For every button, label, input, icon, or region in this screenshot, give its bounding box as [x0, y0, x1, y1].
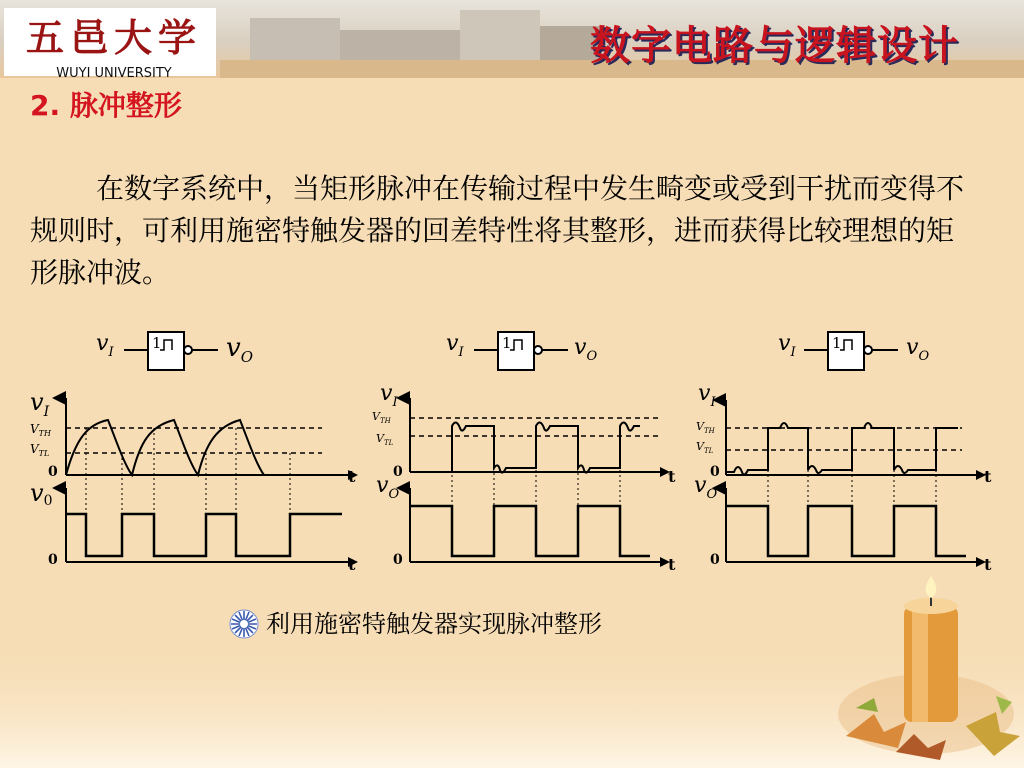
panel-b-input-wave [410, 422, 640, 472]
svg-text:vO [906, 335, 929, 364]
panel-b-input-zero: 0 [393, 464, 403, 480]
waveform-diagram [0, 320, 1024, 590]
panel-a-crossing-dotted-lines [86, 428, 290, 556]
panel-a-threshold-lines [66, 428, 322, 453]
svg-text:vI [698, 381, 716, 410]
panel-b-vi-label: v [380, 381, 393, 406]
panel-b-vi-sub: I [392, 395, 398, 410]
svg-text:VTL [30, 442, 49, 458]
gate-a-output-sub: O [240, 348, 254, 366]
gate-b-label: 1 [502, 334, 512, 352]
starburst-bullet-icon [228, 608, 260, 640]
panel-c-vth-sub: TH [703, 427, 715, 435]
panel-a-output-t: t [348, 555, 356, 574]
panel-a-output-wave [66, 514, 342, 556]
svg-text:vO [226, 333, 253, 366]
gate-a-input-sub: I [108, 345, 114, 360]
svg-text:VTH [30, 422, 52, 438]
panel-a-vth-sub: TH [38, 429, 51, 438]
svg-text:VTH [372, 410, 392, 425]
panel-a-output-zero: 0 [48, 552, 58, 568]
gate-c-input-label: v [778, 331, 791, 356]
panel-b-vo-label: v [376, 473, 389, 498]
panel-c-vi-sub: I [710, 395, 716, 410]
caption-text: 利用施密特触发器实现脉冲整形 [266, 610, 602, 638]
panel-a-vi-label: v [30, 388, 44, 416]
gate-a-input-label: v [96, 331, 109, 356]
gate-b-output-label: v [574, 335, 587, 360]
svg-text:vI [96, 331, 114, 360]
panel-a-input-t: t [348, 467, 356, 486]
gate-b-input-label: v [446, 331, 459, 356]
panel-a-vth-label: V [30, 422, 39, 436]
panel-b-input-axes [410, 398, 670, 477]
panel-b-output-t: t [668, 555, 676, 574]
gate-c-output-label: v [906, 335, 919, 360]
panel-b-vth-label: V [372, 410, 380, 423]
section-paragraph: 在数字系统中，当矩形脉冲在传输过程中发生畸变或受到干扰而变得不规则时，可利用施密特触发器的回差特性将其整形，进而获得比较理想的矩形脉冲波。 [30, 172, 965, 289]
panel-b-vth-sub: TH [379, 417, 391, 425]
svg-text:VTL [696, 440, 714, 455]
panel-c-vtl-label: V [696, 440, 704, 453]
panel-a-vtl-sub: TL [38, 449, 50, 458]
panel-b-output-wave [410, 506, 650, 556]
panel-b-vtl-sub: TL [383, 439, 394, 447]
panel-c-vo-sub: O [706, 487, 718, 502]
panel-c-vtl-sub: TL [703, 447, 714, 455]
panel-b-vo-sub: O [388, 487, 400, 502]
panel-c-input-wave [726, 423, 958, 475]
svg-text:VTL [376, 432, 394, 447]
panel-a-vo-label: v [30, 479, 44, 507]
svg-text:v0 [30, 479, 52, 509]
panel-c-input-axes [726, 400, 986, 480]
panel-b-vtl-label: V [376, 432, 384, 445]
panel-b-output-zero: 0 [393, 552, 403, 568]
gate-a-label: 1 [152, 334, 162, 352]
panel-c-vo-label: v [694, 473, 707, 498]
course-title: 数字电路与逻辑设计 [590, 23, 959, 69]
svg-text:vI [380, 381, 398, 410]
panel-c-input-t: t [984, 467, 992, 486]
svg-text:vO [574, 335, 597, 364]
university-logo [4, 8, 216, 81]
gate-symbol-b [474, 332, 568, 370]
svg-text:VTH [696, 420, 716, 435]
gate-c-output-sub: O [918, 349, 930, 364]
logo-chinese-name: 五邑大学 [25, 15, 202, 60]
section-heading: 2. 脉冲整形 [30, 89, 182, 122]
panel-c-output-zero: 0 [710, 552, 720, 568]
logo-english-name: WUYI UNIVERSITY [56, 66, 172, 81]
gate-b-input-sub: I [458, 345, 464, 360]
panel-c-output-wave [726, 506, 966, 556]
svg-text:vI [30, 388, 50, 420]
figure-caption [228, 606, 602, 642]
candle-decoration-icon [826, 576, 1024, 768]
gate-c-label: 1 [832, 334, 842, 352]
gate-symbol-a [124, 332, 218, 370]
gate-c-input-sub: I [790, 345, 796, 360]
panel-b-input-t: t [668, 467, 676, 486]
gate-b-output-sub: O [586, 349, 598, 364]
panel-c-threshold-lines [726, 428, 962, 450]
panel-a-vo-sub: 0 [43, 493, 53, 509]
panel-c-output-t: t [984, 555, 992, 574]
svg-text:vI [446, 331, 464, 360]
panel-a-vtl-label: V [30, 442, 39, 456]
svg-text:vI [778, 331, 796, 360]
panel-a-vi-sub: I [43, 404, 50, 420]
gate-symbol-c [804, 332, 898, 370]
panel-c-input-zero: 0 [710, 464, 720, 480]
panel-a-input-zero: 0 [48, 464, 58, 480]
gate-a-output-label: v [226, 333, 241, 363]
panel-c-vth-label: V [696, 420, 704, 433]
panel-c-vi-label: v [698, 381, 711, 406]
